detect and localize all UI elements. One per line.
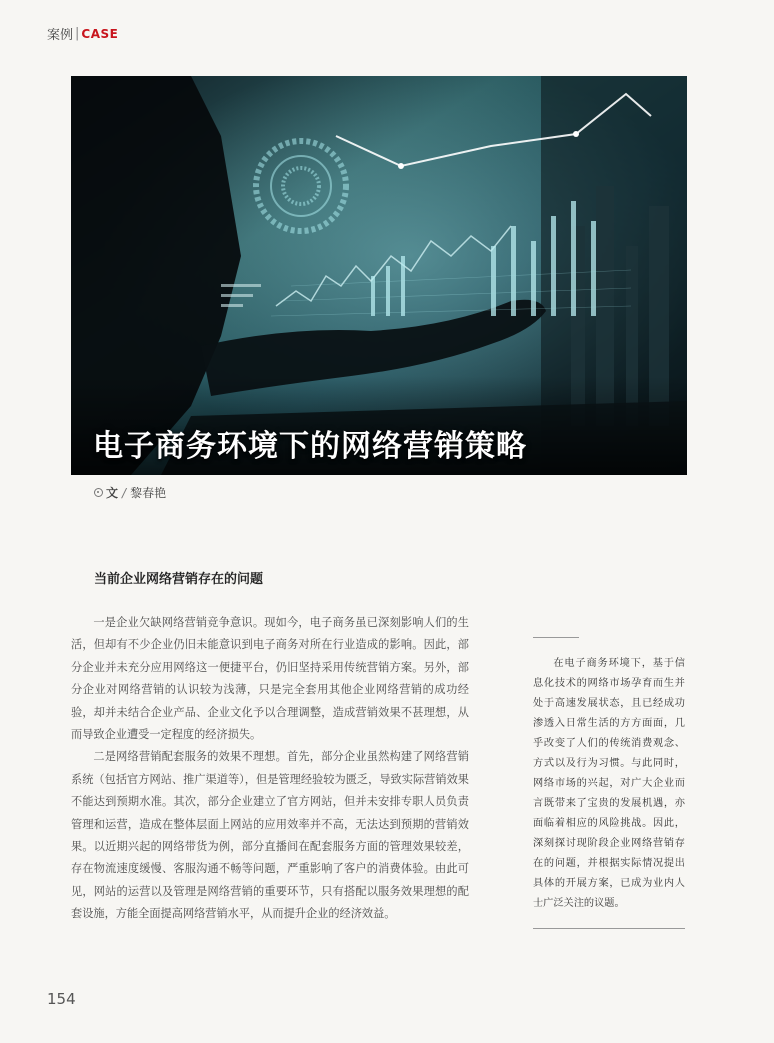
sidebar-abstract (533, 637, 685, 929)
bullet-circle-icon (94, 488, 103, 497)
divider (533, 637, 579, 638)
body-paragraph: 二是网络营销配套服务的效果不理想。首先，部分企业虽然构建了网络营销系统（包括官方网站、推广渠道等），但是管理经验较为匮乏，导致实际营销效果不能达到预期水准。其次，部分企业建立了官方网站，但并未安排专职人员负责管理和运营，造成在整体层面上网站的应用效率并不高，无法达到预期的营销效果。以近期兴起的网络带货为例，部分直播间在配套服务方面的管理效果较差，存在物流速度缓慢、客服沟通不畅等问题，严重影响了客户的消费体验。由此可见，网站的运营以及管理是网络营销的重要环节，只有搭配以服务效果理想的配套设施，方能全面提高网络营销水平，从而提升企业的经济效益。 (71, 750, 469, 921)
byline-prefix: 文 (106, 486, 119, 500)
hero-image (71, 76, 687, 475)
divider (533, 928, 685, 929)
article-body (71, 612, 469, 926)
body-paragraph: 一是企业欠缺网络营销竞争意识。现如今，电子商务虽已深刻影响人们的生活，但却有不少企业仍旧未能意识到电子商务对所在行业造成的影响。因此，部分企业并未充分应用网络这一便捷平台，仍旧坚持采用传统营销方案。另外，部分企业对网络营销的认识较为浅薄，只是完全套用其他企业网络营销的成功经验，却并未结合企业产品、企业文化予以合理调整，造成营销效果不甚理想，从而导致企业遭受一定程度的经济损失。 (71, 616, 469, 742)
header-separator: | (75, 26, 80, 41)
byline (94, 484, 166, 501)
slash-icon: / (122, 485, 127, 500)
abstract-text: 在电子商务环境下，基于信息化技术的网络市场孕育而生并处于高速发展状态，且已经成功渗透入日常生活的方方面面，几乎改变了人们的传统消费观念、方式以及行为习惯。与此同时，网络市场的兴起，对广大企业而言既带来了宝贵的发展机遇，亦面临着相应的风险挑战。因此，深刻探讨现阶段企业网络营销存在的问题，并根据实际情况提出具体的开展方案，已成为业内人士广泛关注的议题。 (533, 658, 685, 909)
article-title: 电子商务环境下的网络营销策略 (93, 429, 527, 464)
header-case-label: CASE (81, 26, 119, 41)
byline-author: 黎春艳 (130, 486, 167, 500)
header-section-label: 案例 (47, 28, 74, 43)
page-number: 154 (47, 990, 76, 1008)
holographic-chart-illustration (71, 76, 687, 475)
section-heading: 当前企业网络营销存在的问题 (94, 572, 264, 587)
running-header (47, 24, 118, 43)
